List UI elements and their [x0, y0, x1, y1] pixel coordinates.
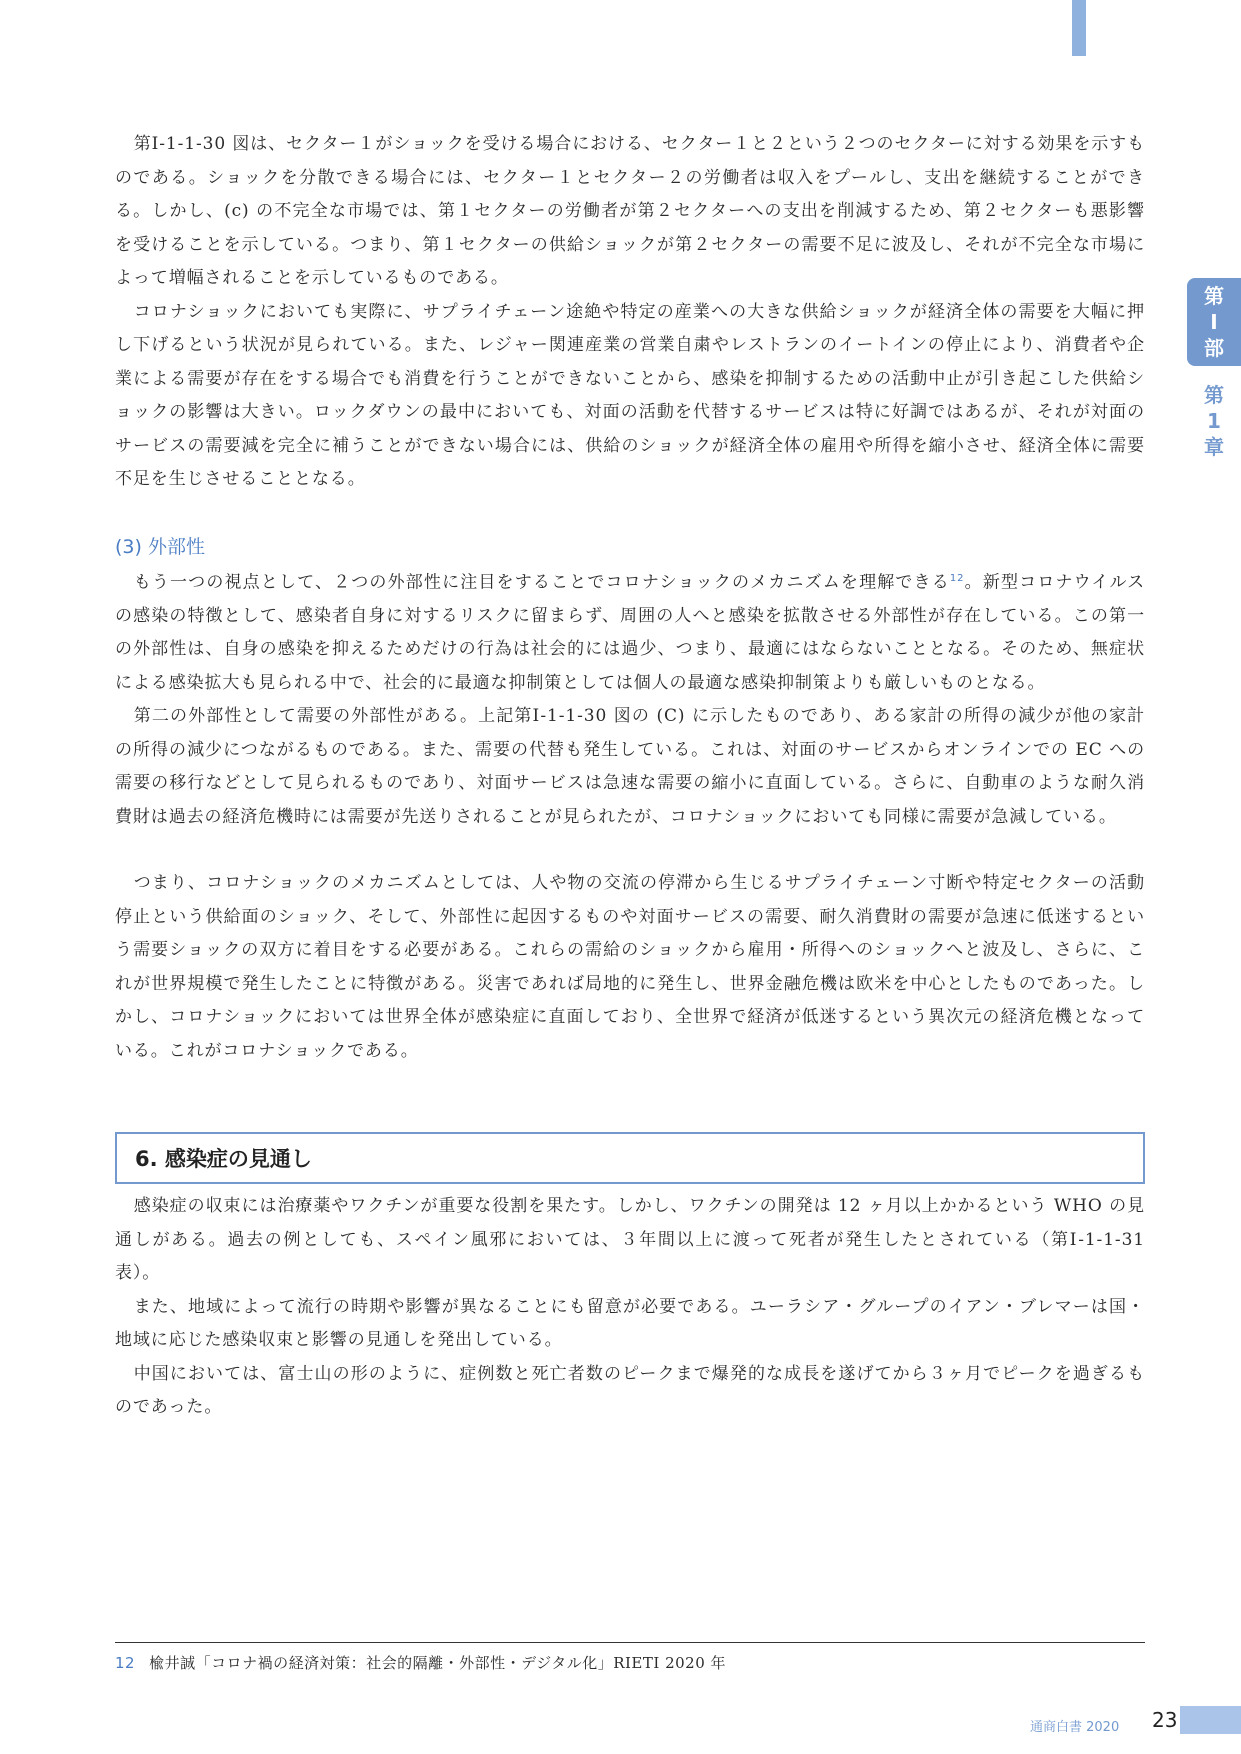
- footer-publication-title: 通商白書 2020: [1030, 1720, 1120, 1735]
- part-index-tab: [1187, 278, 1241, 366]
- footnote-text: 楡井誠「コロナ禍の経済対策：社会的隔離・外部性・デジタル化」RIETI 2020 年: [149, 1654, 727, 1672]
- section-heading-box: [115, 1132, 1145, 1184]
- section-heading-outlook: 6. 感染症の見通し: [135, 1147, 312, 1172]
- paragraph-outlook-3: 中国においては、富士山の形のように、症例数と死亡者数のピークまで爆発的な成長を遂げてから３ヶ月でピークを過ぎるものであった。: [115, 1363, 1145, 1418]
- paragraph-figure-explanation: 第Ⅰ-1-1-30 図は、セクター１がショックを受ける場合における、セクター１と２という２つのセクターに対する効果を示すものである。ショックを分散できる場合には、セクター１とセクター２の労働者は収入をプールし、支出を継続することができる。しかし、(c) の不完全な市場では、第１セクターの労働者が第２セクターへの支出を削減するため、第２セクターも悪影響を受けることを示している。つまり、第１セクターの供給ショックが第２セクターの需要不足に波及し、それが不完全な市場によって増幅されることを示しているものである。: [115, 134, 1145, 288]
- footnote-ref-12[interactable]: 12: [949, 572, 965, 584]
- page-number: 23: [1152, 1708, 1178, 1732]
- top-edge-tab: [1072, 0, 1086, 56]
- part-tab-char-3: 部: [1204, 336, 1224, 360]
- externality-text-after: 。新型コロナウイルスの感染の特徴として、感染者自身に対するリスクに留まらず、周囲の人へと感染を拡散させる外部性が存在している。この第一の外部性は、自身の感染を抑えるためだけの行為は社会的には過少、つまり、最適にはならないこととなる。そのため、無症状による感染拡大も見られる中で、社会的に最適な抑制策としては個人の最適な感染抑制策よりも厳しいものとなる。: [115, 572, 1146, 693]
- paragraph-outlook-2: また、地域によって流行の時期や影響が異なることにも留意が必要である。ユーラシア・グループのイアン・ブレマーは国・地域に応じた感染収束と影響の見通しを発出している。: [115, 1296, 1145, 1351]
- externality-text-before: もう一つの視点として、２つの外部性に注目をすることでコロナショックのメカニズムを理解できる: [133, 572, 950, 593]
- paragraph-outlook-1: 感染症の収束には治療薬やワクチンが重要な役割を果たす。しかし、ワクチンの開発は 12 ヶ月以上かかるという WHO の見通しがある。過去の例としても、スペイン風邪においては、３年間以上に渡って死者が発生したとされている（第Ⅰ-1-1-31 表）。: [115, 1196, 1145, 1284]
- part-tab-char-2: Ⅰ: [1210, 310, 1218, 334]
- footnote-divider: [115, 1642, 1145, 1643]
- paragraph-externality-2: 第二の外部性として需要の外部性がある。上記第Ⅰ-1-1-30 図の (C) に示したものであり、ある家計の所得の減少が他の家計の所得の減少につながるものである。また、需要の代替も発生している。これは、対面のサービスからオンラインでの EC への需要の移行などとして見られるものであり、対面サービスは急速な需要の縮小に直面している。さらに、自動車のような耐久消費財は過去の経済危機時には需要が先送りされることが見られたが、コロナショックにおいても同様に需要が急減している。: [115, 706, 1145, 827]
- paragraph-externality-1: [115, 562, 1145, 701]
- chapter-char-2: 1: [1207, 409, 1221, 433]
- paragraph-mechanism-summary: つまり、コロナショックのメカニズムとしては、人や物の交流の停滞から生じるサプライチェーン寸断や特定セクターの活動停止という供給面のショック、そして、外部性に起因するものや対面サービスの需要、耐久消費財の需要が急速に低迷するという需要ショックの双方に着目をする必要がある。これらの需給のショックから雇用・所得へのショックへと波及し、さらに、これが世界規模で発生したことに特徴がある。災害であれば局地的に発生し、世界金融危機は欧米を中心としたものであった。しかし、コロナショックにおいては世界全体が感染症に直面しており、全世界で経済が低迷するという異次元の経済危機となっている。これがコロナショックである。: [115, 873, 1145, 1061]
- paragraph-corona-supply-shock: コロナショックにおいても実際に、サプライチェーン途絶や特定の産業への大きな供給ショックが経済全体の需要を大幅に押し下げるという状況が見られている。また、レジャー関連産業の営業自粛やレストランのイートインの停止により、消費者や企業による需要が存在をする場合でも消費を行うことができないことから、感染を抑制するための活動中止が引き起こした供給ショックの影響は大きい。ロックダウンの最中においても、対面の活動を代替するサービスは特に好調ではあるが、それが対面のサービスの需要減を完全に補うことができない場合には、供給のショックが経済全体の雇用や所得を縮小させ、経済全体に需要不足を生じさせることとなる。: [115, 301, 1145, 489]
- footnote: [115, 1652, 726, 1673]
- chapter-char-3: 章: [1204, 435, 1224, 459]
- main-content: [115, 128, 1145, 1425]
- part-tab-char-1: 第: [1204, 284, 1224, 308]
- section-heading-externality: (3) 外部性: [115, 535, 205, 558]
- footnote-number: 12: [115, 1654, 136, 1672]
- chapter-index-label: [1187, 382, 1241, 460]
- footer-accent-bar: [1180, 1706, 1241, 1734]
- chapter-char-1: 第: [1204, 383, 1224, 407]
